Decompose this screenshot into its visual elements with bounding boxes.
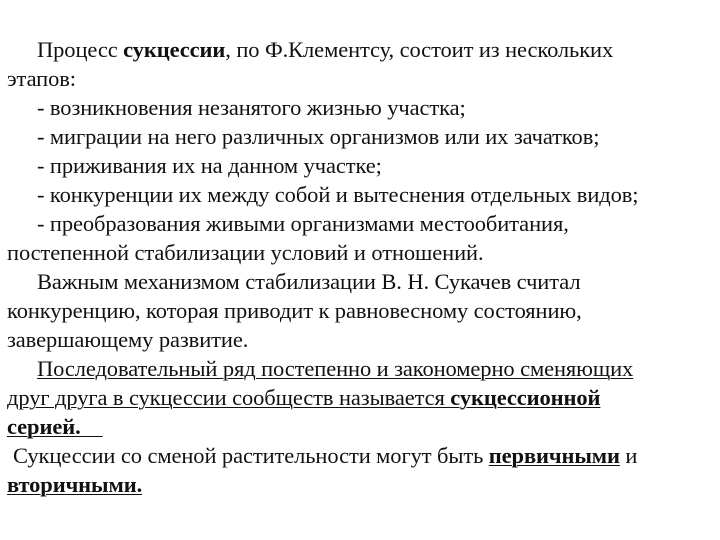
sukachev-line-3: завершающему развитие. <box>7 327 249 352</box>
definition-line-2 <box>7 383 713 412</box>
stage-item-5-continuation: постепенной стабилизации условий и отношений. <box>7 240 484 265</box>
types-text: Сукцессии со сменой растительности могут быть <box>13 443 489 468</box>
primary-term-text: первичными <box>488 443 620 468</box>
succession-term: сукцессии <box>123 37 226 62</box>
intro-line-2: этапов: <box>7 66 76 91</box>
underline-tail <box>81 414 103 439</box>
definition-text: друг друга в сукцессии сообществ называется <box>7 385 451 410</box>
stage-item-2: - миграции на него различных организмов или их зачатков; <box>37 124 600 149</box>
types-line-1 <box>7 441 713 470</box>
types-line-2 <box>7 470 713 499</box>
definition-line-1 <box>7 354 713 383</box>
sukachev-line-2: конкуренцию, которая приводит к равновесному состоянию, <box>7 298 582 323</box>
definition-underlined-2 <box>7 385 600 410</box>
intro-line-1 <box>7 35 713 64</box>
primary-term <box>489 443 620 468</box>
secondary-term <box>7 472 142 497</box>
successional-term: сукцессионной <box>450 385 601 410</box>
definition-underlined-1: Последовательный ряд постепенно и закономерно сменяющих <box>37 356 634 381</box>
types-conjunction: и <box>619 443 638 468</box>
stage-item-1: - возникновения незанятого жизнью участка; <box>37 95 466 120</box>
stage-item-4: - конкуренции их между собой и вытеснения отдельных видов; <box>37 182 639 207</box>
secondary-term-text: вторичными. <box>7 472 143 497</box>
text-block <box>7 35 713 499</box>
intro-text-start: Процесс <box>37 37 124 62</box>
definition-underlined-3 <box>7 414 103 439</box>
sukachev-line-1: Важным механизмом стабилизации В. Н. Сукачев считал <box>37 269 581 294</box>
stage-item-5: - преобразования живыми организмами местообитания, <box>37 211 569 236</box>
intro-text-end: , по Ф.Клементсу, состоит из нескольких <box>225 37 614 62</box>
series-term: серией. <box>7 414 81 439</box>
stage-item-3: - приживания их на данном участке; <box>37 153 382 178</box>
definition-line-3 <box>7 412 713 441</box>
